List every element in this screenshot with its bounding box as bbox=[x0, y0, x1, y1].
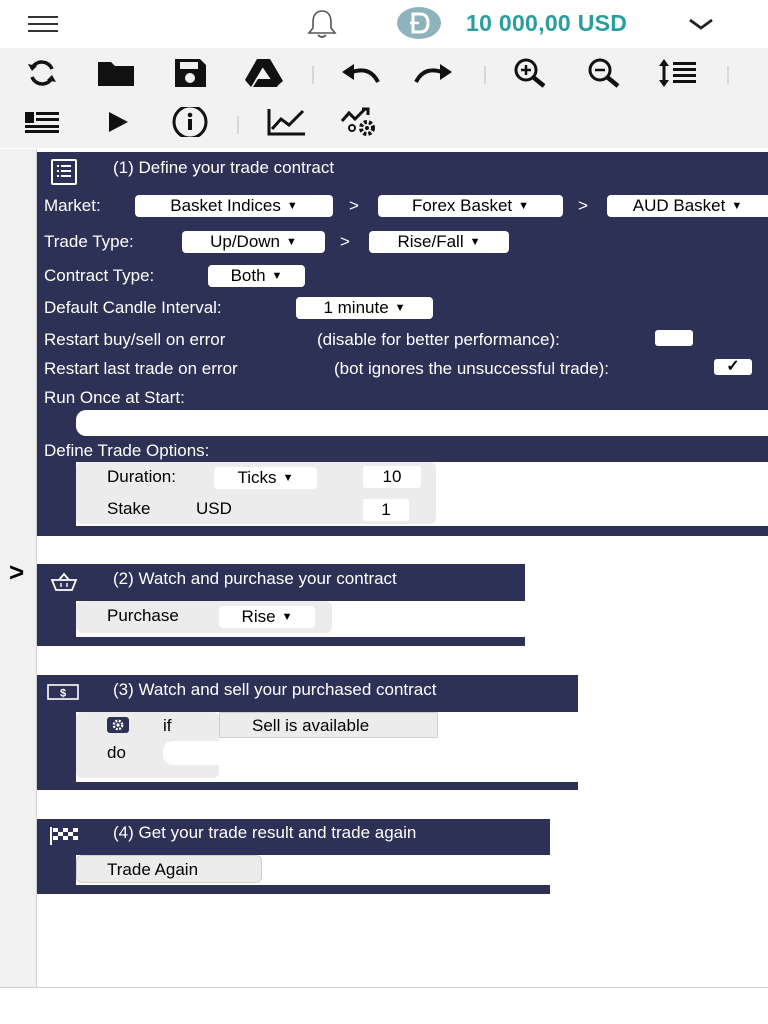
basket-icon bbox=[50, 572, 78, 592]
trade-options-slot[interactable] bbox=[76, 462, 768, 526]
purchase-slot[interactable] bbox=[76, 601, 525, 637]
purchase-statement[interactable] bbox=[76, 601, 332, 633]
trade-again-label: Trade Again bbox=[107, 860, 199, 879]
separator bbox=[237, 116, 239, 134]
info-icon[interactable] bbox=[170, 102, 210, 142]
flyout-toggle[interactable]: > bbox=[9, 557, 25, 587]
separator-arrow: > bbox=[340, 232, 350, 251]
trade-options-block[interactable] bbox=[76, 462, 436, 524]
separator-arrow: > bbox=[578, 196, 588, 215]
bottom-divider bbox=[0, 987, 768, 988]
run-icon[interactable] bbox=[98, 102, 138, 142]
bell-icon[interactable] bbox=[304, 8, 340, 40]
trade-type-label: Trade Type: bbox=[44, 232, 134, 251]
purchase-block[interactable] bbox=[37, 564, 525, 646]
menu-icon[interactable] bbox=[28, 16, 60, 34]
sell-available-condition[interactable] bbox=[219, 712, 438, 738]
stake-label: Stake bbox=[107, 499, 151, 518]
save-icon[interactable] bbox=[170, 53, 210, 93]
trade-type-dropdown[interactable]: Rise/Fall ▼ bbox=[369, 231, 509, 253]
sell-block[interactable] bbox=[37, 675, 578, 790]
cash-icon bbox=[47, 684, 79, 700]
do-slot[interactable] bbox=[163, 741, 219, 765]
if-block[interactable] bbox=[76, 712, 219, 778]
block-title: (1) Define your trade contract bbox=[113, 158, 335, 177]
run-once-slot[interactable] bbox=[76, 410, 768, 436]
purchase-type-dropdown[interactable]: Rise ▼ bbox=[219, 606, 315, 628]
rearrange-icon[interactable] bbox=[658, 53, 698, 93]
zoom-out-icon[interactable] bbox=[584, 53, 624, 93]
google-drive-icon[interactable] bbox=[244, 53, 284, 93]
duration-label: Duration: bbox=[107, 467, 176, 486]
restart-buy-sell-label: Restart buy/sell on error bbox=[44, 330, 226, 349]
gear-icon[interactable] bbox=[107, 717, 129, 733]
trade-options-label: Define Trade Options: bbox=[44, 441, 210, 460]
separator bbox=[312, 66, 314, 84]
purchase-label: Purchase bbox=[107, 606, 179, 625]
if-label: if bbox=[163, 716, 172, 735]
trade-definition-block[interactable] bbox=[37, 152, 768, 536]
toolbox-flyout[interactable] bbox=[0, 149, 37, 987]
restart-buy-sell-checkbox[interactable] bbox=[655, 330, 693, 346]
market-label: Market: bbox=[44, 196, 101, 215]
candle-interval-label: Default Candle Interval: bbox=[44, 298, 222, 317]
restart-last-trade-checkbox[interactable]: ✓ bbox=[714, 359, 752, 375]
stake-currency: USD bbox=[196, 499, 232, 518]
stake-input[interactable]: 1 bbox=[363, 499, 409, 521]
separator-arrow: > bbox=[349, 196, 359, 215]
after-purchase-slot[interactable] bbox=[76, 855, 550, 885]
checkered-flag-icon bbox=[50, 827, 78, 845]
separator bbox=[727, 66, 729, 84]
submarket-dropdown[interactable]: Forex Basket ▼ bbox=[378, 195, 563, 217]
zoom-in-icon[interactable] bbox=[510, 53, 550, 93]
separator bbox=[484, 66, 486, 84]
trade-again-block[interactable] bbox=[76, 855, 262, 883]
duration-input[interactable]: 10 bbox=[363, 466, 421, 488]
toolbar bbox=[0, 48, 768, 148]
contract-type-dropdown[interactable]: Both ▼ bbox=[208, 265, 305, 287]
summary-icon[interactable] bbox=[22, 102, 62, 142]
chevron-down-icon[interactable] bbox=[686, 14, 716, 34]
restart-buy-sell-note: (disable for better performance): bbox=[317, 330, 560, 349]
sell-slot[interactable] bbox=[76, 712, 578, 782]
trading-view-icon[interactable] bbox=[340, 102, 380, 142]
duration-unit-dropdown[interactable]: Ticks ▼ bbox=[214, 467, 317, 489]
candle-interval-dropdown[interactable]: 1 minute ▼ bbox=[296, 297, 433, 319]
open-folder-icon[interactable] bbox=[96, 53, 136, 93]
contract-type-label: Contract Type: bbox=[44, 266, 155, 285]
workspace[interactable] bbox=[0, 149, 768, 989]
market-dropdown[interactable]: Basket Indices ▼ bbox=[135, 195, 333, 217]
after-purchase-block[interactable] bbox=[37, 819, 550, 894]
run-once-label: Run Once at Start: bbox=[44, 388, 185, 407]
svg-text:$: $ bbox=[59, 687, 67, 700]
block-title: (4) Get your trade result and trade again bbox=[113, 823, 417, 842]
block-title: (3) Watch and sell your purchased contract bbox=[113, 680, 437, 699]
redo-icon[interactable] bbox=[414, 53, 454, 93]
list-icon bbox=[51, 159, 77, 185]
chart-icon[interactable] bbox=[266, 102, 306, 142]
account-balance[interactable]: 10 000,00 USD bbox=[466, 10, 628, 36]
undo-icon[interactable] bbox=[340, 53, 380, 93]
block-title: (2) Watch and purchase your contract bbox=[113, 569, 397, 588]
symbol-dropdown[interactable]: AUD Basket ▼ bbox=[607, 195, 768, 217]
restart-last-trade-note: (bot ignores the unsuccessful trade): bbox=[334, 359, 609, 378]
top-bar bbox=[0, 0, 768, 48]
trade-type-category-dropdown[interactable]: Up/Down ▼ bbox=[182, 231, 325, 253]
restart-last-trade-label: Restart last trade on error bbox=[44, 359, 238, 378]
do-label: do bbox=[107, 743, 126, 762]
reset-icon[interactable] bbox=[22, 53, 62, 93]
currency-d-icon[interactable] bbox=[396, 6, 442, 40]
condition-label: Sell is available bbox=[252, 716, 370, 735]
